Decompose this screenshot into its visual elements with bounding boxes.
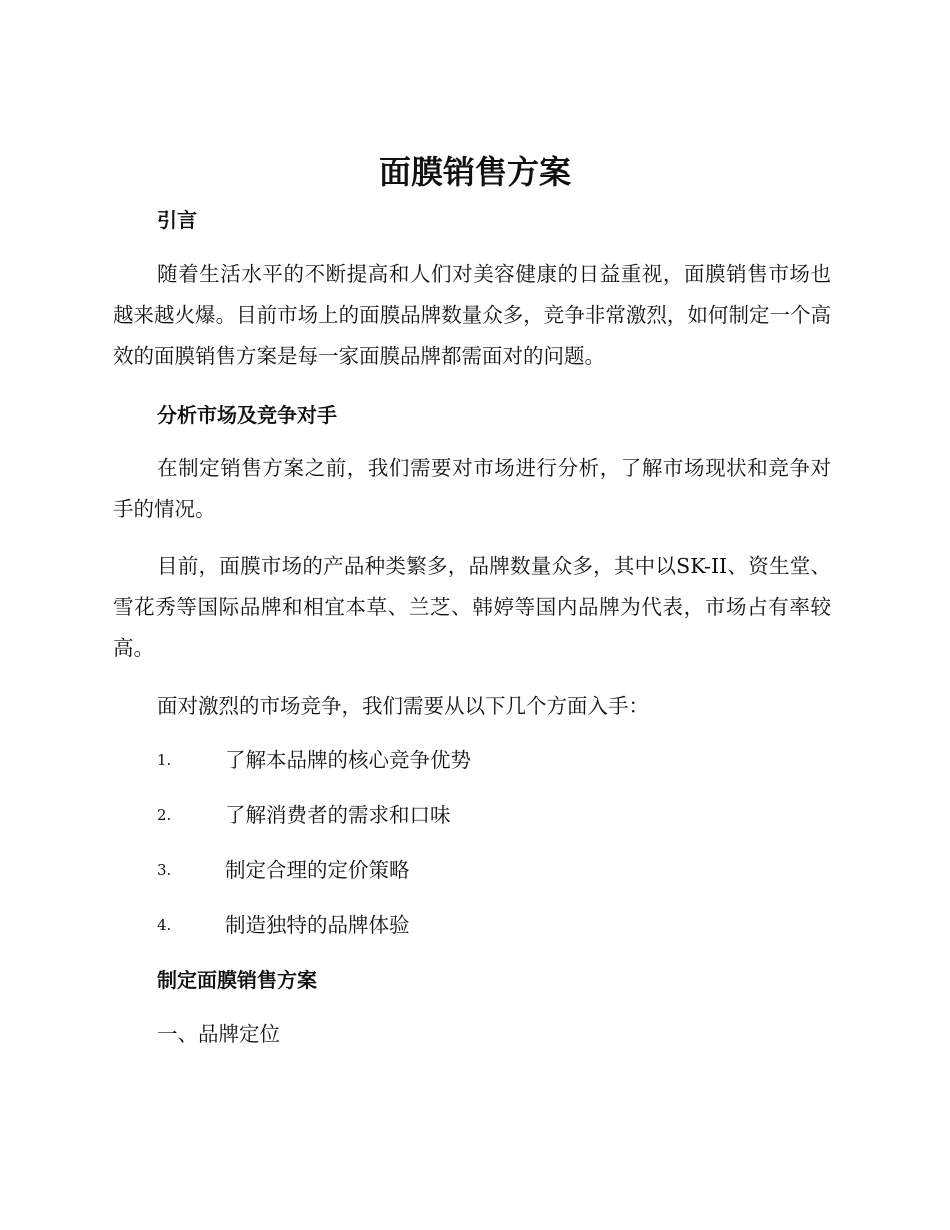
intro-paragraph: 随着生活水平的不断提高和人们对美容健康的日益重视，面膜销售市场也越来越火爆。目前市场上的面膜品牌数量众多，竞争非常激烈，如何制定一个高效的面膜销售方案是每一家面膜品牌都需面对的问题。: [113, 262, 831, 368]
list-item-text: 了解本品牌的核心竞争优势: [225, 748, 471, 772]
list-item-number: 3.: [157, 861, 172, 879]
analysis-paragraph-1: 在制定销售方案之前，我们需要对市场进行分析，了解市场现状和竞争对手的情况。: [113, 456, 831, 521]
plan-subheading: 一、品牌定位: [157, 1022, 280, 1046]
document-title: 面膜销售方案: [378, 153, 571, 191]
list-item-text: 制造独特的品牌体验: [225, 913, 410, 937]
list-item-number: 2.: [157, 806, 172, 824]
analysis-paragraph-3: 面对激烈的市场竞争，我们需要从以下几个方面入手：: [157, 694, 649, 718]
list-item-number: 4.: [157, 916, 172, 934]
plan-heading: 制定面膜销售方案: [157, 968, 317, 992]
list-item-text: 制定合理的定价策略: [225, 858, 410, 882]
list-item: [157, 745, 837, 775]
list-item-number: 1.: [157, 751, 172, 769]
list-item: [157, 910, 837, 940]
analysis-paragraph-2: 目前，面膜市场的产品种类繁多，品牌数量众多，其中以SK-II、资生堂、雪花秀等国际品牌和相宜本草、兰芝、韩婷等国内品牌为代表，市场占有率较高。: [113, 554, 831, 660]
analysis-heading: 分析市场及竞争对手: [157, 403, 337, 427]
intro-heading: 引言: [157, 208, 197, 232]
list-item: [157, 855, 837, 885]
list-item: [157, 800, 837, 830]
list-item-text: 了解消费者的需求和口味: [225, 803, 451, 827]
